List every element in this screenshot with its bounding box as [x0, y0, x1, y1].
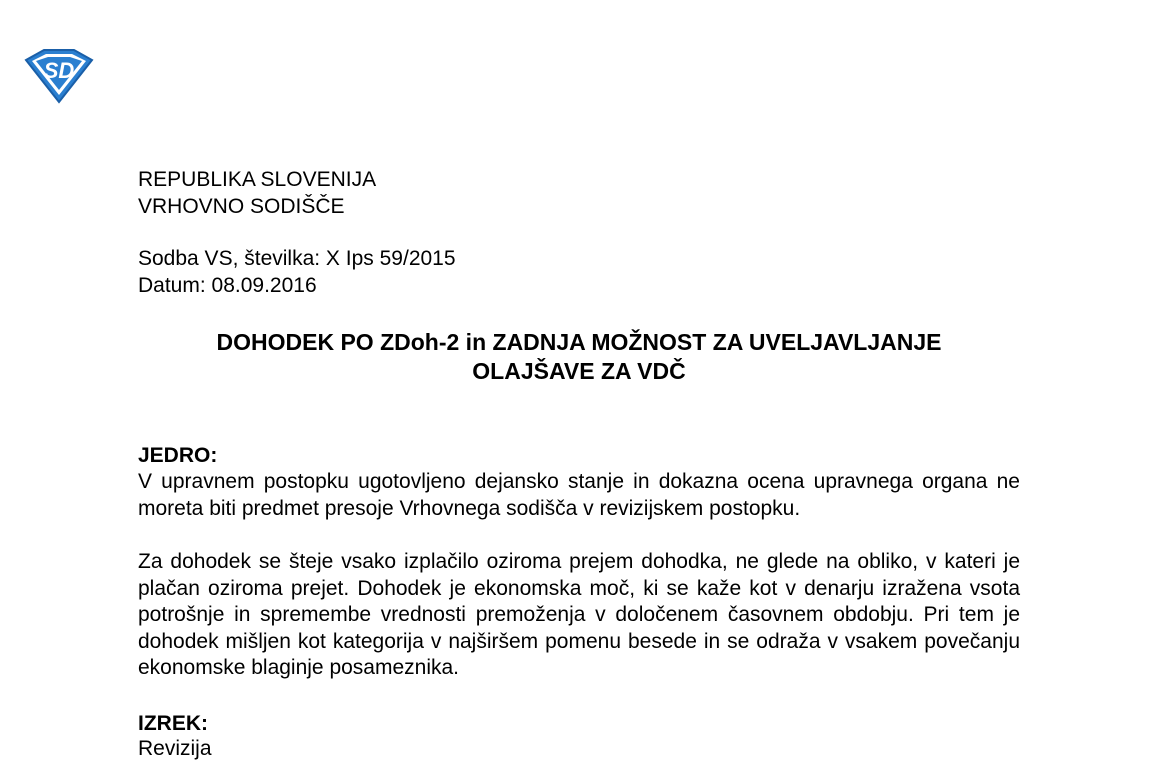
jedro-paragraph-2: Za dohodek se šteje vsako izplačilo oziroma prejem dohodka, ne glede na obliko, v kateri je plačan oziroma prejet. Dohodek je ekonomska moč, ki se kaže kot v denarju izražena vsota potrošnje in spremembe vrednosti premoženja v določenem časovnem obdobju. Pri tem je dohodek mišljen kot kategorija v najširšem pomenu besede in se odraža v vsakem povečanju ekonomske blaginje posameznika. [138, 550, 1020, 679]
court-header [138, 166, 376, 220]
court-shield-logo [22, 48, 96, 104]
title-line-2: OLAJŠAVE ZA VDČ [472, 358, 686, 384]
judgment-date: Datum: 08.09.2016 [138, 274, 317, 297]
republic-line: REPUBLIKA SLOVENIJA [138, 168, 377, 191]
document-title [138, 328, 1020, 386]
izrek-heading: IZREK: [138, 712, 208, 735]
jedro-heading: JEDRO: [138, 444, 218, 467]
logo-lettering: SD [43, 58, 75, 83]
jedro-paragraph-1: V upravnem postopku ugotovljeno dejansko stanje in dokazna ocena upravnega organa ne moreta biti predmet presoje Vrhovnega sodišča v revizijskem postopku. [138, 470, 1020, 520]
judgment-meta [138, 245, 456, 299]
court-name: VRHOVNO SODIŠČE [138, 195, 345, 218]
title-line-1: DOHODEK PO ZDoh-2 in ZADNJA MOŽNOST ZA UVELJAVLJANJE [216, 329, 942, 355]
case-number: Sodba VS, številka: X Ips 59/2015 [138, 247, 456, 270]
izrek-paragraph: Revizija [138, 737, 212, 760]
